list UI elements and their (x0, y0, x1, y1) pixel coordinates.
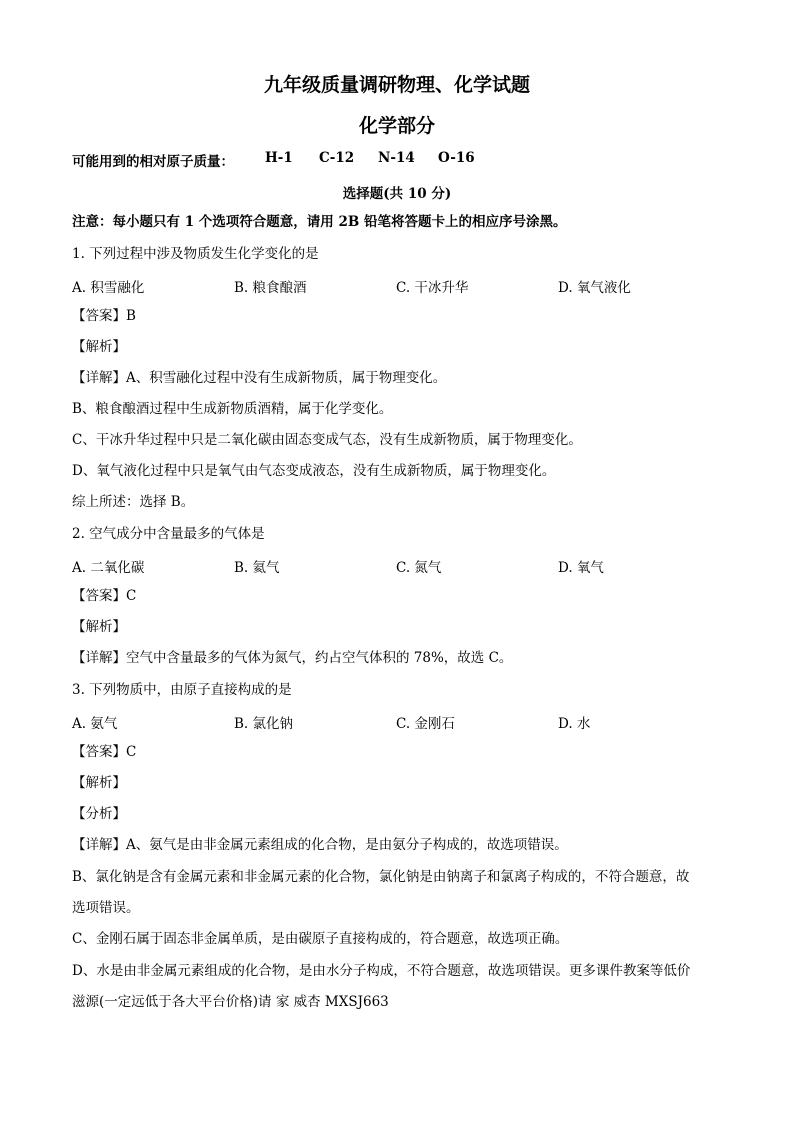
q2-option-d: D. 氧气 (558, 560, 604, 576)
atomic-mass-h: H-1 (265, 150, 293, 166)
q3-line-b2: 选项错误。 (72, 900, 140, 916)
q1-line-d: D、氧气液化过程中只是氧气由气态变成液态，没有生成新物质，属于物理变化。 (72, 463, 556, 479)
q3-line-d2: 滋源(一定远低于各大平台价格)请 家 威杏 MXSJ663 (72, 994, 389, 1010)
q2-option-b: B. 氦气 (234, 560, 280, 576)
page-title: 九年级质量调研物理、化学试题 (263, 74, 530, 96)
q1-detail: 【详解】A、积雪融化过程中没有生成新物质，属于物理变化。 (72, 370, 447, 386)
q2-option-c: C. 氮气 (396, 560, 442, 576)
q2-detail: 【详解】空气中含量最多的气体为氮气，约占空气体积的 78%，故选 C。 (72, 650, 513, 666)
atomic-masses-label: 可能用到的相对原子质量： (72, 154, 234, 170)
q1-option-b: B. 粮食酿酒 (234, 280, 307, 296)
q1-answer: 【答案】B (72, 308, 136, 324)
atomic-mass-n: N-14 (378, 150, 415, 166)
q3-option-d: D. 水 (558, 716, 591, 732)
q3-fenxi: 【分析】 (72, 806, 126, 822)
q3-option-b: B. 氯化钠 (234, 716, 294, 732)
q2-analysis: 【解析】 (72, 619, 126, 635)
q3-answer: 【答案】C (72, 744, 137, 760)
section-note: 注意：每小题只有 1 个选项符合题意，请用 2B 铅笔将答题卡上的相应序号涂黑。 (72, 214, 567, 230)
q2-option-a: A. 二氧化碳 (72, 560, 145, 576)
atomic-mass-c: C-12 (319, 150, 355, 166)
q1-line-c: C、干冰升华过程中只是二氧化碳由固态变成气态，没有生成新物质，属于物理变化。 (72, 432, 582, 448)
q1-option-c: C. 干冰升华 (396, 280, 469, 296)
q3-detail: 【详解】A、氨气是由非金属元素组成的化合物，是由氨分子构成的，故选项错误。 (72, 837, 568, 853)
q2-answer: 【答案】C (72, 588, 137, 604)
q1-analysis: 【解析】 (72, 339, 126, 355)
q3-line-d1: D、水是由非金属元素组成的化合物，是由水分子构成，不符合题意，故选项错误。更多课件教案等低价 (72, 963, 691, 979)
q3-analysis: 【解析】 (72, 775, 126, 791)
q1-option-a: A. 积雪融化 (72, 280, 145, 296)
q3-stem: 3. 下列物质中，由原子直接构成的是 (72, 682, 292, 698)
q3-line-b1: B、氯化钠是含有金属元素和非金属元素的化合物，氯化钠是由钠离子和氯离子构成的，不符合题意，故 (72, 869, 690, 885)
q3-option-a: A. 氨气 (72, 716, 118, 732)
q1-line-b: B、粮食酿酒过程中生成新物质酒精，属于化学变化。 (72, 401, 393, 417)
q1-summary: 综上所述：选择 B。 (72, 494, 195, 510)
section-title: 选择题(共 10 分) (342, 186, 452, 202)
page-subtitle: 化学部分 (358, 115, 435, 137)
q1-option-d: D. 氧气液化 (558, 280, 631, 296)
q2-stem: 2. 空气成分中含量最多的气体是 (72, 526, 265, 542)
q3-line-c: C、金刚石属于固态非金属单质，是由碳原子直接构成的，符合题意，故选项正确。 (72, 931, 569, 947)
atomic-mass-o: O-16 (438, 150, 475, 166)
q1-stem: 1. 下列过程中涉及物质发生化学变化的是 (72, 246, 319, 262)
q3-option-c: C. 金刚石 (396, 716, 455, 732)
